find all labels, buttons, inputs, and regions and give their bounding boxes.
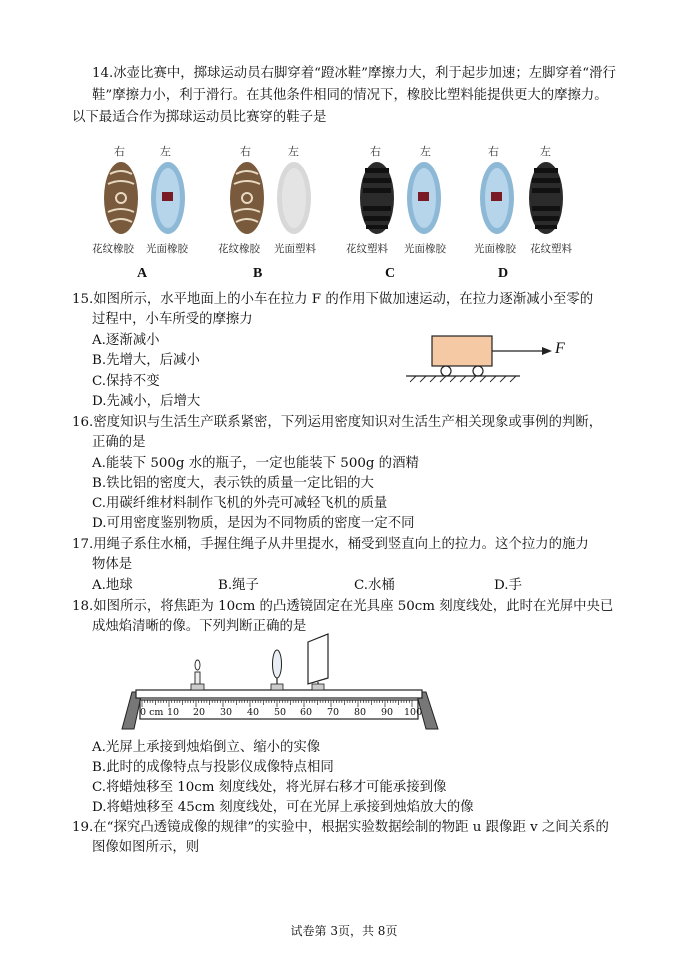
option-letter-d: D xyxy=(498,266,509,281)
left-side-label: 左 xyxy=(420,145,431,158)
q15-option-c: C.保持不变 xyxy=(92,374,160,389)
q18-option-d: D.将蜡烛移至 45cm 刻度线处，可在光屏上承接到烛焰放大的像 xyxy=(92,800,474,815)
q16-option-c: C.用碳纤维材料制作飞机的外壳可减轻飞机的质量 xyxy=(92,496,388,511)
q15-option-d: D.先减小，后增大 xyxy=(92,394,201,409)
q15-option-a: A.逐渐减小 xyxy=(92,333,160,348)
q15-line-1: 15.如图所示，水平地面上的小车在拉力 F 的作用下做加速运动，在拉力逐渐减小至零的 xyxy=(72,292,594,307)
right-shoe-label: 光面橡胶 xyxy=(474,243,516,255)
ruler-label-50: 50 xyxy=(274,707,287,718)
q14-line-3: 以下最适合作为掷球运动员比赛穿的鞋子是 xyxy=(72,110,327,125)
left-side-label: 左 xyxy=(160,145,171,158)
ruler-label-90: 90 xyxy=(381,707,394,718)
left-shoe-label: 光面橡胶 xyxy=(404,243,446,255)
q19-line-2: 图像如图所示，则 xyxy=(92,840,200,855)
ruler-label-80: 80 xyxy=(354,707,367,718)
shoe-soles-image-c xyxy=(352,160,462,236)
ruler-label-60: 60 xyxy=(300,707,313,718)
ruler-label-0: 0 cm xyxy=(140,707,164,718)
ruler-label-10: 10 xyxy=(167,707,180,718)
option-letter-a: A xyxy=(137,266,148,281)
left-side-label: 左 xyxy=(288,145,299,158)
q16-line-2: 正确的是 xyxy=(92,435,146,450)
q17-option-a: A.地球 xyxy=(92,578,133,593)
ruler-label-70: 70 xyxy=(327,707,340,718)
left-shoe-label: 光面塑料 xyxy=(274,243,316,255)
q16-option-b: B.铁比铝的密度大，表示铁的质量一定比铝的大 xyxy=(92,476,374,491)
left-shoe-label: 光面橡胶 xyxy=(146,243,188,255)
page-footer: 试卷第 3页，共 8页 xyxy=(290,924,398,938)
ruler-labels xyxy=(138,707,428,721)
q19-line-1: 19.在“探究凸透镜成像的规律”的实验中，根据实验数据绘制的物距 u 跟像距 v 之间关系的 xyxy=(72,820,609,835)
q18-line-2: 成烛焰清晰的像。下列判断正确的是 xyxy=(92,619,307,634)
q17-line-2: 物体是 xyxy=(92,557,133,572)
q16-option-d: D.可用密度鉴别物质，是因为不同物质的密度一定不同 xyxy=(92,516,415,531)
left-side-label: 左 xyxy=(540,145,551,158)
force-label-f: F xyxy=(555,340,565,357)
q18-option-b: B.此时的成像特点与投影仪成像特点相同 xyxy=(92,760,334,775)
q17-line-1: 17.用绳子系住水桶，手握住绳子从井里提水，桶受到竖直向上的拉力。这个拉力的施力 xyxy=(72,537,589,552)
q17-option-c: C.水桶 xyxy=(354,578,395,593)
q16-option-a: A.能装下 500g 水的瓶子，一定也能装下 500g 的酒精 xyxy=(92,456,419,471)
q18-line-1: 18.如图所示，将焦距为 10cm 的凸透镜固定在光具座 50cm 刻度线处，此时在光屏中央已 xyxy=(72,599,614,614)
q18-option-c: C.将蜡烛移至 10cm 刻度线处，将光屏右移才可能承接到像 xyxy=(92,780,447,795)
ruler-label-40: 40 xyxy=(247,707,260,718)
q14-line-1: 14.冰壶比赛中，掷球运动员右脚穿着“蹬冰鞋”摩擦力大，利于起步加速；左脚穿着“滑行 xyxy=(92,66,616,81)
ruler-label-100: 100 xyxy=(404,707,423,718)
right-side-label: 右 xyxy=(370,145,381,158)
right-side-label: 右 xyxy=(488,145,499,158)
option-letter-b: B xyxy=(253,266,263,281)
right-shoe-label: 花纹橡胶 xyxy=(92,243,134,255)
right-shoe-label: 花纹橡胶 xyxy=(218,243,260,255)
right-shoe-label: 花纹塑料 xyxy=(346,243,388,255)
q14-line-2: 鞋”摩擦力小，利于滑行。在其他条件相同的情况下，橡胶比塑料能提供更大的摩擦力。 xyxy=(92,88,608,103)
shoe-soles-image-d xyxy=(472,160,582,236)
shoe-soles-image-b xyxy=(222,160,332,236)
q15-option-b: B.先增大，后减小 xyxy=(92,353,200,368)
option-letter-c: C xyxy=(385,266,396,281)
shoe-soles-image-a xyxy=(96,160,206,236)
q16-line-1: 16.密度知识与生活生产联系紧密，下列运用密度知识对生活生产相关现象或事例的判断， xyxy=(72,415,603,430)
right-side-label: 右 xyxy=(240,145,251,158)
q15-line-2: 过程中，小车所受的摩擦力 xyxy=(92,312,253,327)
q17-option-b: B.绳子 xyxy=(218,578,259,593)
ruler-label-20: 20 xyxy=(193,707,206,718)
q18-option-a: A.光屏上承接到烛焰倒立、缩小的实像 xyxy=(92,740,321,755)
ruler-label-30: 30 xyxy=(220,707,233,718)
right-side-label: 右 xyxy=(114,145,125,158)
left-shoe-label: 花纹塑料 xyxy=(530,243,572,255)
q17-option-d: D.手 xyxy=(494,578,522,593)
